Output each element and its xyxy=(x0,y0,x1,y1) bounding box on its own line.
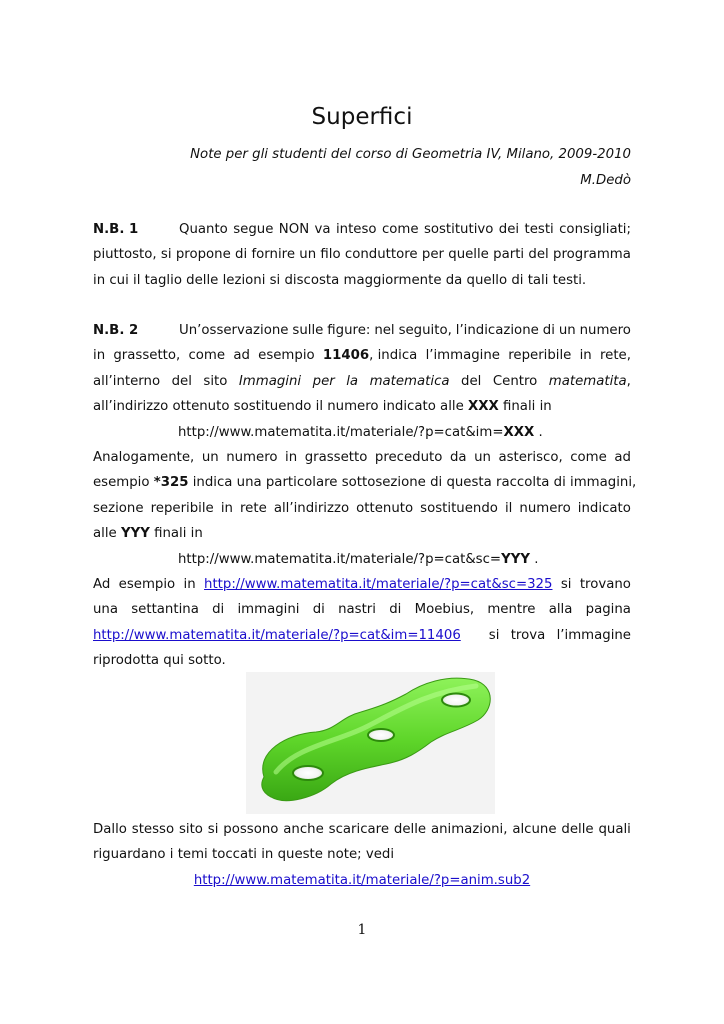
nb1-line1: Quanto segue NON va inteso come sostitutivo dei testi consigliati; xyxy=(179,222,631,237)
nb1-paragraph xyxy=(93,217,631,293)
url-template-im: http://www.matematita.it/materiale/?p=cat&im=XXX . xyxy=(178,424,543,440)
nb1-label: N.B. 1 xyxy=(93,222,139,237)
nb2-line8: alle YYY finali in xyxy=(93,526,203,542)
animations-paragraph xyxy=(93,817,631,893)
nb2-line10: una settantina di immagini di nastri di Moebius, mentre alla pagina xyxy=(93,602,631,618)
nb1-line3: in cui il taglio delle lezioni si discosta maggiormente da quello di tali testi. xyxy=(93,272,587,288)
nb2-line11: http://www.matematita.it/materiale/?p=cat&im=11406 si trova l’immagine xyxy=(93,623,631,648)
nb2-line12: riprodotta qui sotto. xyxy=(93,653,226,669)
nb2-label: N.B. 2 xyxy=(93,323,139,338)
subtitle: Note per gli studenti del corso di Geometria IV, Milano, 2009-2010 xyxy=(190,147,631,162)
nb2-line4: all’indirizzo ottenuto sostituendo il numero indicato alle XXX finali in xyxy=(93,399,552,415)
nb1-line2: piuttosto, si propone di fornire un filo conduttore per quelle parti del programma xyxy=(93,247,631,263)
nb2-line1: Un’osservazione sulle figure: nel seguito, l’indicazione di un numero xyxy=(179,323,631,338)
hole-right xyxy=(442,694,470,707)
page-title: Superfici xyxy=(311,104,413,130)
after-line1: Dallo stesso sito si possono anche scaricare delle animazioni, alcune delle quali xyxy=(93,822,631,837)
hole-left xyxy=(293,766,323,780)
triple-torus-image xyxy=(246,672,495,814)
author: M.Dedò xyxy=(580,173,631,188)
link-cat-sc-325[interactable]: http://www.matematita.it/materiale/?p=cat&sc=325 xyxy=(204,576,553,592)
nb2-line3: all’interno del sito Immagini per la matematica del Centro matematita, xyxy=(93,373,631,389)
link-anim-sub2[interactable]: http://www.matematita.it/materiale/?p=anim.sub2 xyxy=(193,872,531,888)
nb2-line5: Analogamente, un numero in grassetto preceduto da un asterisco, come ad xyxy=(93,449,631,465)
link-cat-im-11406[interactable]: http://www.matematita.it/materiale/?p=cat&im=11406 xyxy=(93,627,461,643)
url-template-sc: http://www.matematita.it/materiale/?p=cat&sc=YYY . xyxy=(178,551,539,567)
page-number: 1 xyxy=(357,922,367,938)
triple-torus-figure xyxy=(246,672,495,814)
nb2-line7: sezione reperibile in rete all’indirizzo ottenuto sostituendo il numero indicato xyxy=(93,500,631,516)
after-line2: riguardano i temi toccati in queste note; vedi xyxy=(93,847,395,863)
nb2-line6: esempio *325 indica una particolare sottosezione di questa raccolta di immagini, xyxy=(93,475,637,491)
nb2-line2: in grassetto, come ad esempio 11406, indica l’immagine reperibile in rete, xyxy=(93,348,631,364)
nb2-line9: Ad esempio in http://www.matematita.it/materiale/?p=cat&sc=325 si trovano xyxy=(93,572,631,597)
hole-middle xyxy=(368,729,394,741)
nb2-paragraph xyxy=(93,318,637,673)
